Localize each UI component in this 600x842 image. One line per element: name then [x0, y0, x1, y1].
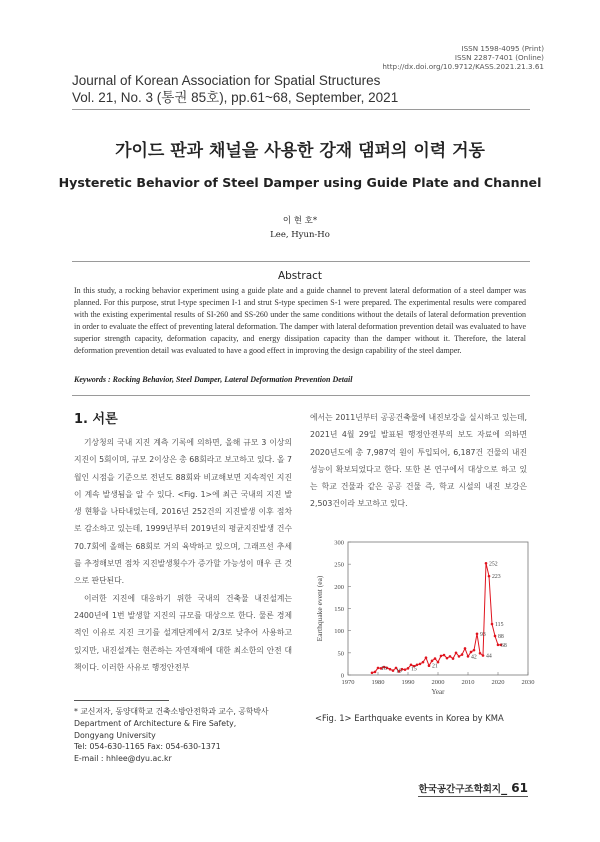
data-point [419, 663, 422, 666]
y-axis-label: Earthquake event (ea) [315, 575, 324, 642]
y-tick-label: 0 [340, 672, 344, 680]
x-tick-label: 1980 [371, 679, 385, 686]
data-point [485, 562, 488, 565]
figure-caption: <Fig. 1> Earthquake events in Korea by KMA [315, 713, 504, 723]
data-point [428, 664, 431, 667]
header-divider [72, 109, 530, 110]
data-point [440, 655, 443, 658]
earthquake-line-chart [310, 532, 540, 704]
data-point [392, 669, 395, 672]
right-column-text [310, 409, 527, 513]
data-point [371, 671, 374, 674]
data-point [491, 623, 494, 626]
footer-journal-name: 한국공간구조학회지 [418, 784, 502, 795]
data-point [461, 653, 464, 656]
data-label: 16 [381, 665, 387, 672]
x-tick-label: 1970 [341, 679, 355, 686]
paragraph: 에서는 2011년부터 공공건축물에 내진보강을 실시하고 있는데, 2021년 4월 29일 발표된 행정안전부의 보도 자료에 의하면 2020년도에 총 7,987억 원이 투입되어, 6,187건 건물의 내진성능이 확보되었다고 한다. 또한 본 연구에서 대상으로 하고 있는 학교 건물과 같은 공공 건물 즉, 학교 시설의 내진 보강은 2,503건이라 보고하고 있다. [310, 413, 527, 509]
footnote-affiliation-ko: * 교신저자, 동양대학교 건축소방안전학과 교수, 공학박사 [74, 707, 269, 716]
data-point [455, 652, 458, 655]
section-heading-introduction: 1. 서론 [74, 412, 118, 427]
data-point [425, 656, 428, 659]
data-point [488, 575, 491, 578]
data-point [431, 660, 434, 663]
data-point [443, 654, 446, 657]
issn-block [382, 44, 544, 71]
data-label: 93 [480, 631, 486, 638]
doi-link[interactable]: http://dx.doi.org/10.9712/KASS.2021.21.3.61 [382, 62, 544, 71]
abstract-bottom-divider [72, 395, 530, 396]
y-tick-label: 100 [334, 628, 344, 636]
data-point [377, 667, 380, 670]
left-column-text [74, 434, 292, 676]
data-point [404, 668, 407, 671]
footnote-affiliation-en: Department of Architecture & Fire Safety, [74, 718, 237, 728]
y-tick-label: 250 [334, 561, 344, 569]
title-korean: 가이드 판과 채널을 사용한 강재 댐퍼의 이력 거동 [115, 141, 485, 161]
author-english: Lee, Hyun-Ho [270, 230, 330, 240]
abstract-heading: Abstract [277, 270, 323, 282]
data-label: 44 [486, 653, 492, 660]
y-tick-label: 50 [337, 650, 344, 658]
footnote-university: Dongyang University [74, 730, 156, 740]
y-tick-label: 300 [334, 539, 344, 547]
data-point [374, 671, 377, 674]
page-number: _ 61 [501, 781, 528, 795]
data-point [470, 651, 473, 654]
data-point [482, 654, 485, 657]
journal-header [72, 72, 398, 106]
footnote-email[interactable]: E-mail : hhlee@dyu.ac.kr [74, 754, 172, 764]
data-point [389, 668, 392, 671]
plot-frame [348, 542, 528, 675]
journal-name: Journal of Korean Association for Spatial Structures [72, 73, 381, 88]
abstract-top-divider [72, 261, 530, 262]
data-point [449, 655, 452, 658]
data-label: 42 [471, 654, 477, 661]
data-point [458, 655, 461, 658]
data-label: 21 [432, 663, 438, 670]
x-tick-label: 2000 [431, 679, 445, 686]
data-label: 15 [411, 666, 417, 673]
data-label: 115 [495, 622, 504, 629]
footer-underline [418, 796, 528, 797]
data-point [434, 657, 437, 660]
footnote-divider [74, 700, 169, 701]
paragraph: 기상청의 국내 지진 계측 기록에 의하면, 올해 규모 3 이상의 지진이 5회이며, 규모 2이상은 총 68회라고 보고하고 있다. 올 7월인 시점을 기준으로 전년도 88회와 비교해보면 지속적인 지진이 계속 발생됨을 알 수 있다. <Fig. 1>에 최근 국내의 지진 발생 현황을 나타내었는데, 2016년 252건의 지진발생 이후 점차로 감소하고 있는데, 1999년부터 2019년의 평균지진발생 건수 70.7회에 올해는 68회로 거의 육박하고 있으며, 그래프선 추세를 추정해보면 점차 지진발생횟수가 증가할 가능성이 매우 큰 것으로 판단된다. [74, 438, 292, 586]
series-line [372, 563, 501, 673]
data-point [467, 655, 470, 658]
data-point [497, 644, 500, 647]
data-point [479, 652, 482, 655]
figure-1-chart [310, 532, 540, 708]
data-label: 252 [489, 561, 498, 568]
journal-volume: Vol. 21, No. 3 (통권 85호), pp.61~68, September, 2021 [72, 90, 399, 105]
abstract-text: In this study, a rocking behavior experiment using a guide plate and a guide channel to prevent lateral deformation of a steel damper was planned. For this purpose, strut I-type specimen I-1 and strut S-type specimen S-1 were prepared. The experimental results were compared with the existing experimental results of SI-260 and SS-260 under the same conditions without the details of lateral deformation prevention in order to evaluate the effect of preventing lateral deformation. The damper with lateral deformation prevention detail was evaluated to have superior strength capacity, deformation capacity, and energy dissipation capacity than the damper without it. Therefore, the lateral deformation prevention detail was evaluated to have a good effect in improving the design capability of the steel damper. [74, 286, 526, 355]
data-label: 68 [501, 642, 507, 649]
issn-online: ISSN 2287-7401 (Online) [454, 53, 544, 62]
data-point [476, 632, 479, 635]
keywords: Keywords : Rocking Behavior, Steel Damper, Lateral Deformation Prevention Detail [74, 375, 353, 384]
x-tick-label: 2030 [521, 679, 535, 686]
title-english: Hysteretic Behavior of Steel Damper using Guide Plate and Channel [58, 175, 542, 190]
x-tick-label: 1990 [401, 679, 415, 686]
data-point [446, 657, 449, 660]
y-tick-label: 150 [334, 606, 344, 613]
data-point [494, 635, 497, 638]
footnote-phone: Tel: 054-630-1165 Fax: 054-630-1371 [74, 742, 221, 752]
issn-print: ISSN 1598-4095 (Print) [461, 44, 544, 53]
data-point [407, 667, 410, 670]
x-tick-label: 2020 [491, 679, 505, 686]
footnote [74, 706, 268, 765]
author-korean: 이 현 호* [282, 216, 318, 226]
data-point [452, 657, 455, 660]
data-label: 223 [492, 574, 501, 581]
x-tick-label: 2010 [461, 679, 475, 686]
paragraph: 이러한 지진에 대응하기 위한 국내의 건축물 내진설계는 2400년에 1번 발생할 지진의 규모를 대상으로 한다. 물론 경제적인 이유로 지진 크기를 설계단계에서 2/3로 낮추어 사용하고 있지만, 내진설계는 현존하는 자연재해에 대한 최소한의 안전 대책이다. 이러한 사유로 행정안전부 [74, 593, 292, 672]
data-point [464, 647, 467, 650]
page-footer [419, 781, 528, 795]
data-point [422, 661, 425, 664]
data-label: 10 [396, 668, 402, 675]
data-label: 88 [498, 633, 504, 640]
x-axis-label: Year [431, 688, 445, 696]
y-tick-label: 200 [334, 583, 344, 591]
data-point [473, 649, 476, 652]
